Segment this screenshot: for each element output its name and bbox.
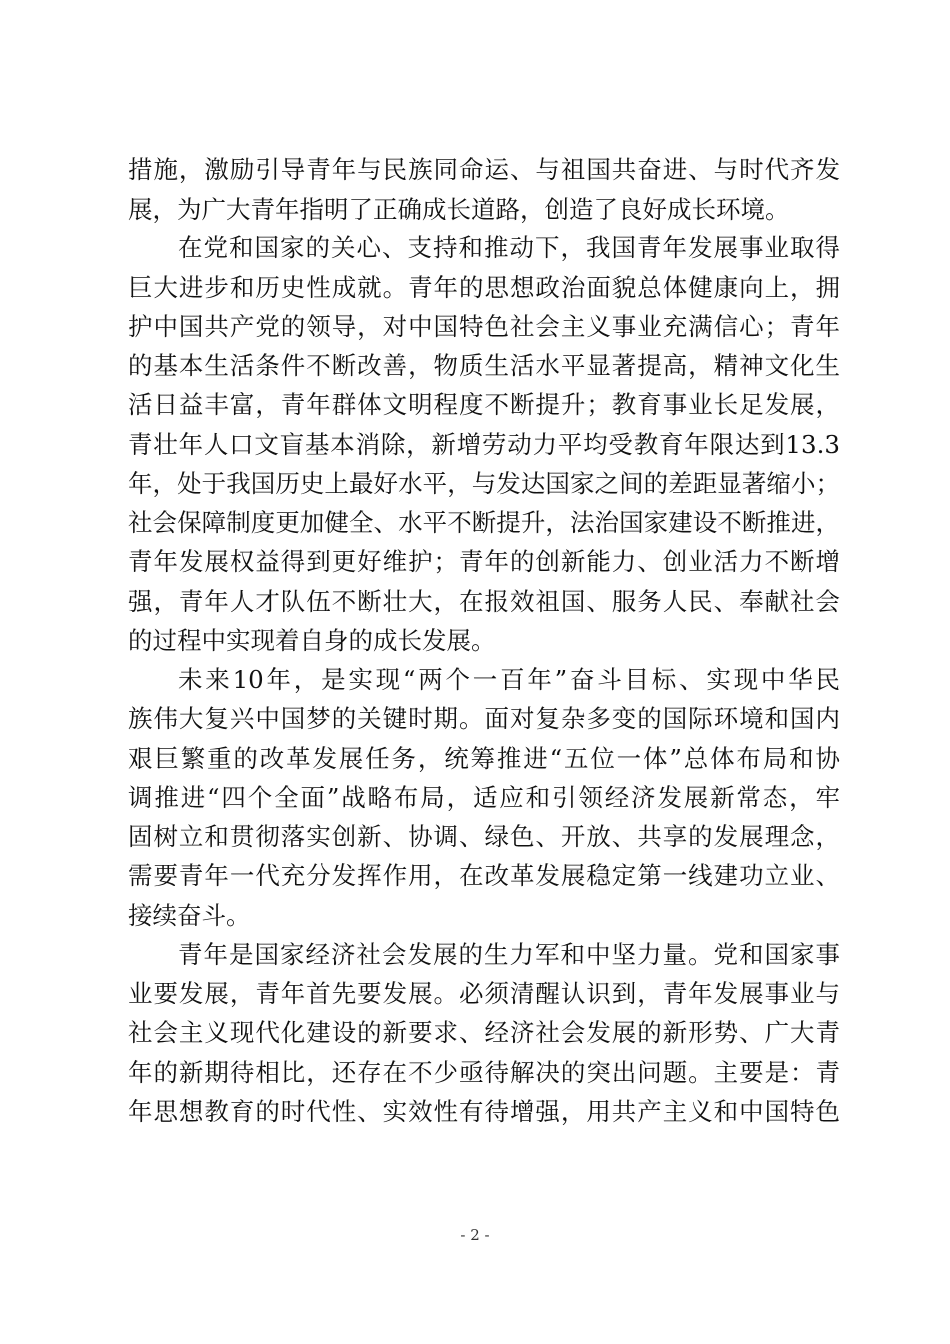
text-line: 年思想教育的时代性、实效性有待增强，用共产主义和中国特色 [128,1097,840,1126]
text-line: 活日益丰富，青年群体文明程度不断提升；教育事业长足发展， [128,390,840,419]
paragraph-first-line: 在党和国家的关心、支持和推动下，我国青年发展事业取得 [178,233,840,262]
text-line: 族伟大复兴中国梦的关键时期。面对复杂多变的国际环境和国内 [128,704,840,733]
text-line: 调推进“四个全面”战略布局，适应和引领经济发展新常态，牢 [128,783,840,812]
text-line: 青年发展权益得到更好维护；青年的创新能力、创业活力不断增 [128,547,840,576]
text-line: 的基本生活条件不断改善，物质生活水平显著提高，精神文化生 [128,351,840,380]
text-line: 措施，激励引导青年与民族同命运、与祖国共奋进、与时代齐发 [128,155,840,184]
text-line: 年，处于我国历史上最好水平，与发达国家之间的差距显著缩小； [128,469,840,498]
text-line: 年的新期待相比，还存在不少亟待解决的突出问题。主要是：青 [128,1058,840,1087]
text-line: 强，青年人才队伍不断壮大，在报效祖国、服务人民、奉献社会 [128,587,840,616]
text-line: 艰巨繁重的改革发展任务，统筹推进“五位一体”总体布局和协 [128,744,840,773]
text-line: 社会保障制度更加健全、水平不断提升，法治国家建设不断推进， [128,508,840,537]
text-line: 需要青年一代充分发挥作用，在改革发展稳定第一线建功立业、 [128,861,840,890]
paragraph-first-line: 未来10年，是实现“两个一百年”奋斗目标、实现中华民 [178,665,840,694]
paragraph-first-line: 青年是国家经济社会发展的生力军和中坚力量。党和国家事 [178,940,840,969]
text-line: 固树立和贯彻落实创新、协调、绿色、开放、共享的发展理念， [128,822,840,851]
text-line: 展，为广大青年指明了正确成长道路，创造了良好成长环境。 [128,195,790,224]
text-line: 护中国共产党的领导，对中国特色社会主义事业充满信心；青年 [128,312,840,341]
page-number: - 2 - [460,1226,490,1244]
text-line: 青壮年人口文盲基本消除，新增劳动力平均受教育年限达到13.3 [128,430,840,459]
text-line: 业要发展，青年首先要发展。必须清醒认识到，青年发展事业与 [128,979,840,1008]
text-line: 社会主义现代化建设的新要求、经济社会发展的新形势、广大青 [128,1018,840,1047]
text-line: 巨大进步和历史性成就。青年的思想政治面貌总体健康向上，拥 [128,273,840,302]
text-line: 接续奋斗。 [128,901,251,930]
text-line: 的过程中实现着自身的成长发展。 [128,626,496,655]
